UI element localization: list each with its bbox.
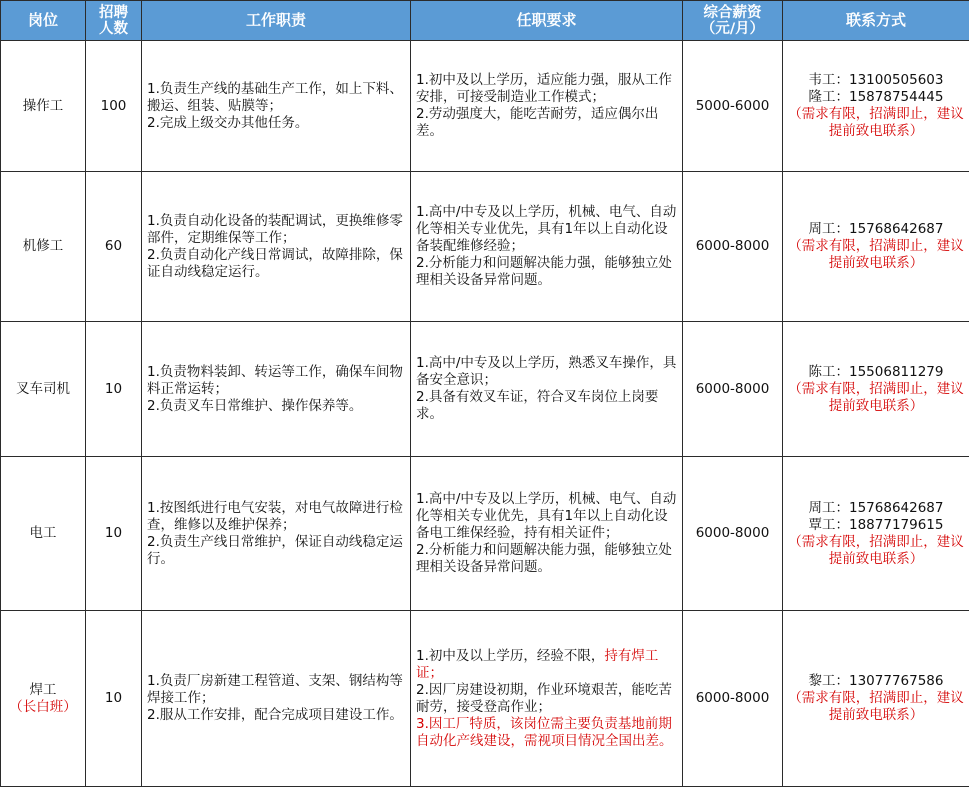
requirements-cell [411,457,683,611]
duty-item: 2.负责叉车日常维护、操作保养等。 [147,397,363,414]
requirement-item: 2.分析能力和问题解决能力强，能够独立处理相关设备异常问题。 [416,255,672,288]
duty-item: 1.负责生产线的基础生产工作，如上下料、搬运、组装、贴膜等； [147,80,403,114]
contact-phone: 覃工：18877179615 [808,516,944,533]
contact-phone: 陈工：15506811279 [808,363,944,380]
contact-note: （需求有限，招满即止，建议提前致电联系） [788,533,964,567]
contact-note: （需求有限，招满即止，建议提前致电联系） [788,380,964,414]
position-cell: 机修工 [1,172,86,322]
headcount-cell: 100 [86,41,142,172]
headcount-cell: 60 [86,172,142,322]
contact-cell [783,457,969,611]
requirement-item: 2.因厂房建设初期，作业环境艰苦，能吃苦耐劳，接受登高作业； [416,681,672,715]
contact-phone: 韦工：13100505603 [808,72,944,88]
requirements-cell [411,611,683,787]
duty-item: 1.负责自动化设备的装配调试，更换维修零部件，定期维保等工作； [147,212,403,246]
header-headcount-line1: 招聘 [99,4,128,21]
header-duties: 工作职责 [142,1,411,41]
duties-cell [142,457,411,611]
salary-cell: 6000-8000 [683,457,783,611]
position-cell: 操作工 [1,41,86,172]
duty-item: 2.完成上级交办其他任务。 [147,114,309,131]
contact-phone: 黎工：13077767586 [808,673,944,689]
contact-cell [783,611,969,787]
duties-cell [142,611,411,787]
table-row [1,41,969,172]
position-cell: 电工 [1,457,86,611]
header-salary [683,1,783,41]
header-row [1,1,969,41]
requirement-text: 1.初中及以上学历，经验不限， [416,647,605,664]
requirement-item: 1.高中/中专及以上学历，机械、电气、自动化等相关专业优先，具有1年以上自动化设备装配维修经验； [416,204,677,254]
header-salary-line2: （元/月） [700,20,765,37]
contact-cell [783,41,969,172]
position-shift-note: （长白班） [9,698,77,715]
headcount-cell: 10 [86,322,142,457]
header-requirements: 任职要求 [411,1,683,41]
salary-cell: 5000-6000 [683,41,783,172]
requirement-item: 2.分析能力和问题解决能力强，能够独立处理相关设备异常问题。 [416,542,672,575]
duty-item: 2.负责生产线日常维护，保证自动线稳定运行。 [147,533,403,567]
table-row [1,611,969,787]
contact-note: （需求有限，招满即止，建议提前致电联系） [788,106,964,139]
salary-cell: 6000-8000 [683,611,783,787]
contact-note: （需求有限，招满即止，建议提前致电联系） [788,238,964,271]
table-row [1,322,969,457]
requirement-item: 2.劳动强度大，能吃苦耐劳，适应偶尔出差。 [416,106,659,139]
contact-note: （需求有限，招满即止，建议提前致电联系） [788,690,964,723]
requirements-cell [411,172,683,322]
position-cell: 叉车司机 [1,322,86,457]
duties-cell [142,322,411,457]
salary-cell: 6000-8000 [683,322,783,457]
duty-item: 1.负责厂房新建工程管道、支架、钢结构等焊接工作； [147,673,403,706]
contact-phone: 周工：15768642687 [808,221,944,237]
duty-item: 2.服从工作安排，配合完成项目建设工作。 [147,707,403,723]
requirement-item: 2.具备有效叉车证，符合叉车岗位上岗要求。 [416,389,659,422]
header-salary-line1: 综合薪资 [703,4,762,21]
requirement-item: 1.高中/中专及以上学历，机械、电气、自动化等相关专业优先，具有1年以上自动化设备电工维保经验，持有相关证件； [416,491,677,541]
requirements-cell [411,41,683,172]
position-cell [1,611,86,787]
header-headcount [86,1,142,41]
contact-cell [783,322,969,457]
contact-phone: 周工：15768642687 [808,499,944,516]
requirement-item: 1.初中及以上学历，适应能力强，服从工作安排，可接受制造业工作模式； [416,72,672,105]
table-row [1,457,969,611]
requirement-item: 1.高中/中专及以上学历，熟悉叉车操作，具备安全意识； [416,355,677,388]
headcount-cell: 10 [86,611,142,787]
contact-cell [783,172,969,322]
requirements-cell [411,322,683,457]
duty-item: 2.负责自动化产线日常调试，故障排除，保证自动线稳定运行。 [147,246,403,280]
duties-cell [142,41,411,172]
table-row [1,172,969,322]
duty-item: 1.按图纸进行电气安装，对电气故障进行检查，维修以及维护保养； [147,499,403,533]
salary-cell: 6000-8000 [683,172,783,322]
duties-cell [142,172,411,322]
header-position: 岗位 [1,1,86,41]
requirement-item [416,648,679,682]
header-contact: 联系方式 [783,1,969,41]
duty-item: 1.负责物料装卸、转运等工作，确保车间物料正常运转； [147,363,403,397]
requirement-highlight: 3.因工厂特质，该岗位需主要负责基地前期自动化产线建设，需视项目情况全国出差。 [416,715,673,749]
requirement-highlight: 持有焊工证； [416,647,659,681]
position-name: 焊工 [29,681,57,698]
headcount-cell: 10 [86,457,142,611]
header-headcount-line2: 人数 [99,20,128,37]
contact-phone: 隆工：15878754445 [808,89,944,105]
